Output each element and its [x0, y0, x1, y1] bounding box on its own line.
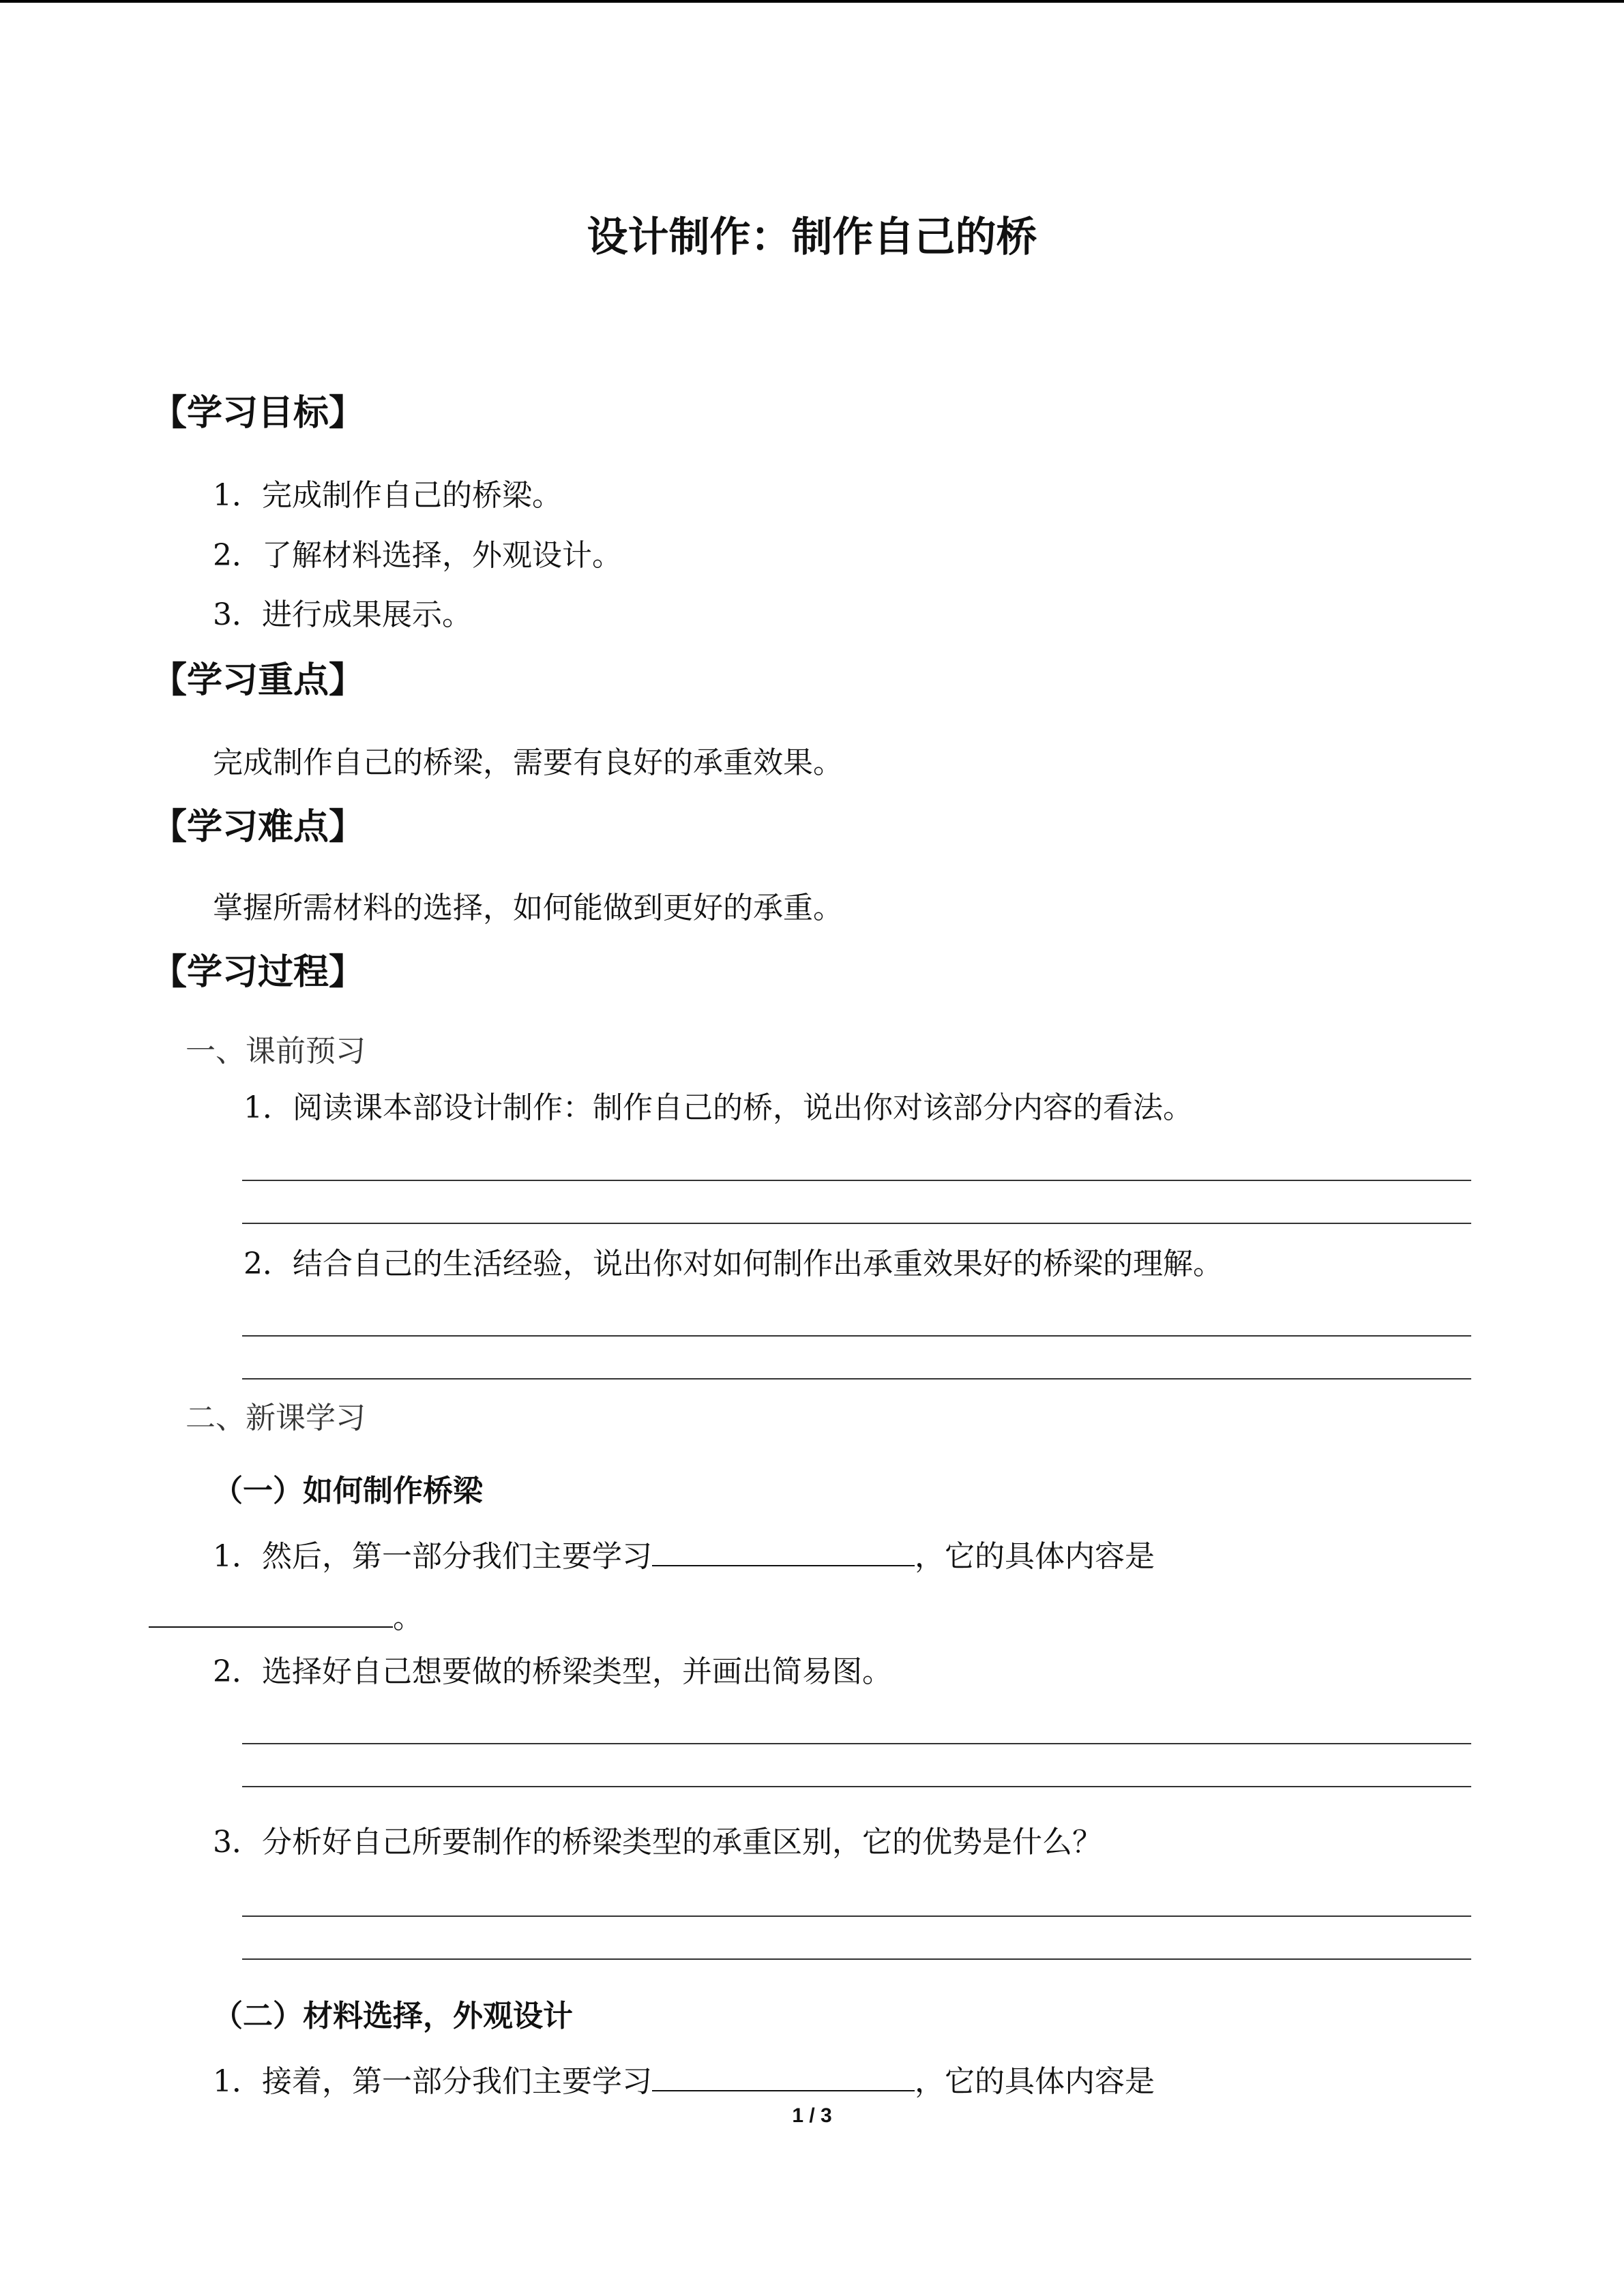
part1-question-3: 3．分析好自己所要制作的桥梁类型的承重区别，它的优势是什么？ [213, 1825, 1102, 1860]
preview-heading: 一、课前预习 [186, 1034, 366, 1069]
part1-heading: （一）如何制作桥梁 [213, 1474, 483, 1508]
page-title: 设计制作：制作自己的桥 [587, 213, 1037, 261]
question-text: ，它的具体内容是 [915, 1539, 1155, 1574]
page-number: 1 / 3 [792, 2104, 832, 2127]
answer-line[interactable] [242, 1786, 1471, 1787]
answer-line[interactable] [242, 1378, 1471, 1380]
part2-heading: （二）材料选择，外观设计 [213, 1999, 573, 2033]
fill-blank[interactable] [149, 1599, 393, 1628]
preview-question-1: 1．阅读课本部设计制作：制作自己的桥，说出你对该部分内容的看法。 [243, 1090, 1193, 1125]
objectives-heading: 【学习目标】 [151, 393, 365, 434]
question-text: 1．接着，第一部分我们主要学习 [213, 2064, 652, 2099]
part1-question-2: 2．选择好自己想要做的桥梁类型，并画出简易图。 [213, 1654, 892, 1689]
answer-line[interactable] [242, 1180, 1471, 1181]
objective-item-2: 2．了解材料选择，外观设计。 [213, 538, 622, 573]
difficulties-heading: 【学习难点】 [151, 807, 365, 848]
question-text: 。 [393, 1600, 423, 1635]
answer-line[interactable] [242, 1958, 1471, 1960]
difficulties-text: 掌握所需材料的选择，如何能做到更好的承重。 [213, 891, 843, 925]
key-points-heading: 【学习重点】 [151, 660, 365, 701]
objective-item-3: 3．进行成果展示。 [213, 597, 472, 632]
part2-question-1 [213, 2063, 1155, 2097]
question-text: 1．然后，第一部分我们主要学习 [213, 1539, 652, 1574]
question-text: ，它的具体内容是 [915, 2064, 1155, 2099]
answer-line[interactable] [242, 1743, 1471, 1744]
part1-question-1-continued [149, 1599, 423, 1633]
answer-line[interactable] [242, 1915, 1471, 1917]
key-points-text: 完成制作自己的桥梁，需要有良好的承重效果。 [213, 745, 843, 780]
fill-blank[interactable] [652, 1538, 915, 1566]
preview-question-2: 2．结合自己的生活经验，说出你对如何制作出承重效果好的桥梁的理解。 [243, 1247, 1223, 1281]
part1-question-1 [213, 1538, 1155, 1572]
answer-line[interactable] [242, 1335, 1471, 1337]
page-top-border [0, 0, 1624, 3]
objective-item-1: 1．完成制作自己的桥梁。 [213, 478, 562, 513]
process-heading: 【学习过程】 [151, 952, 365, 993]
answer-line[interactable] [242, 1223, 1471, 1224]
fill-blank[interactable] [652, 2063, 915, 2091]
new-lesson-heading: 二、新课学习 [186, 1401, 366, 1435]
